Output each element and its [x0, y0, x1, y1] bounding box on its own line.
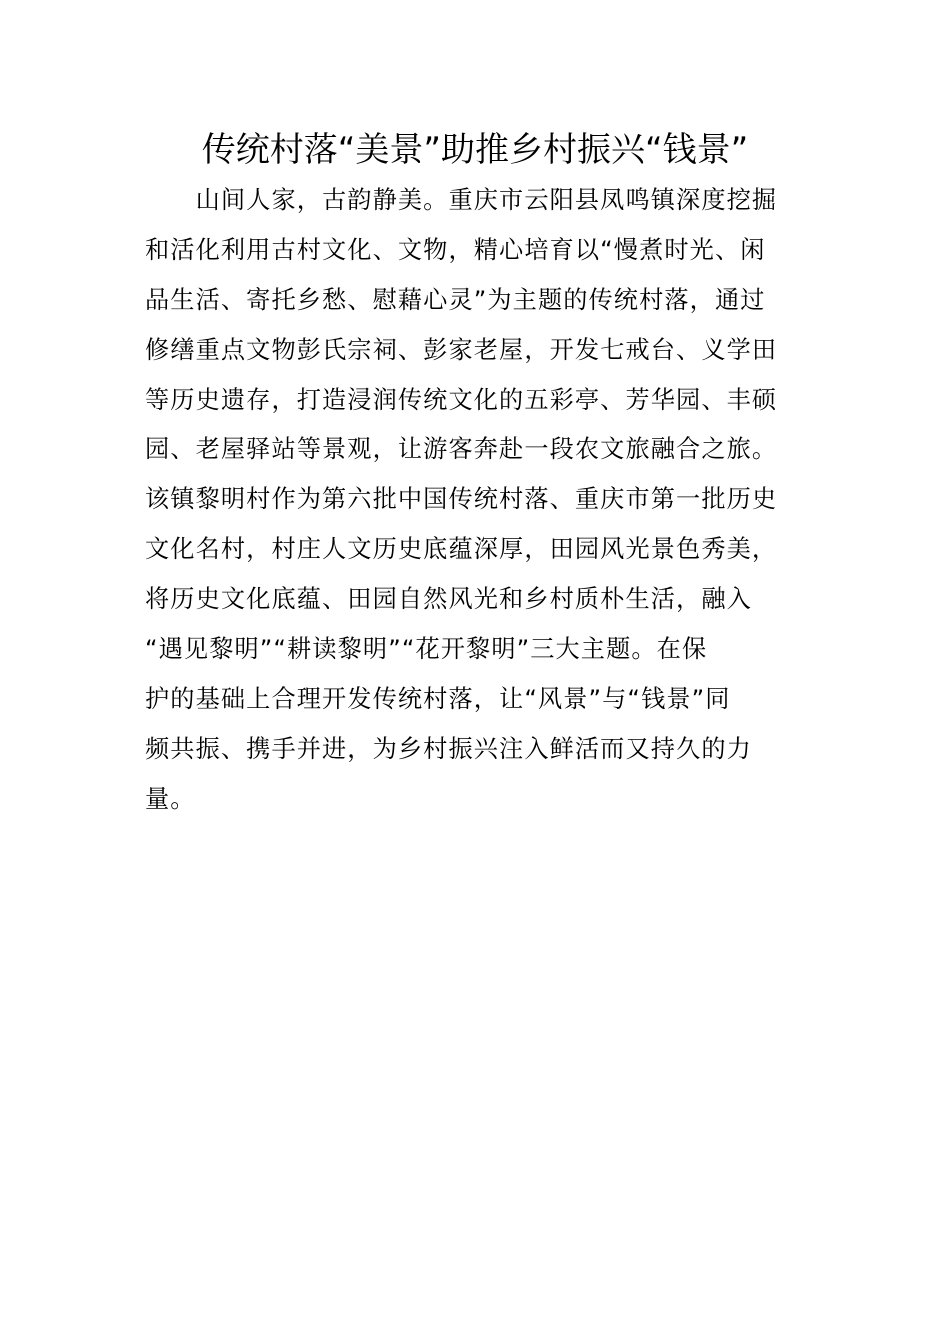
- body-line: 量。: [145, 784, 196, 813]
- body-line: 园、老屋驿站等景观，让游客奔赴一段农文旅融合之旅。: [145, 435, 778, 464]
- body-line: 修缮重点文物彭氏宗祠、彭家老屋，开发七戒台、义学田: [145, 335, 778, 364]
- body-line: 和活化利用古村文化、文物，精心培育以“慢煮时光、闲: [145, 235, 766, 264]
- body-line: 护的基础上合理开发传统村落，让“风景”与“钱景”同: [145, 684, 731, 713]
- body-line: 该镇黎明村作为第六批中国传统村落、重庆市第一批历史: [145, 485, 778, 514]
- body-line: 等历史遗存，打造浸润传统文化的五彩亭、芳华园、丰硕: [145, 385, 778, 414]
- body-line: 山间人家，古韵静美。重庆市云阳县凤鸣镇深度挖掘: [145, 186, 778, 214]
- body-line: 频共振、携手并进，为乡村振兴注入鲜活而又持久的力: [145, 734, 752, 763]
- body-line: 文化名村，村庄人文历史底蕴深厚，田园风光景色秀美，: [145, 535, 778, 564]
- body-line: “遇见黎明”“耕读黎明”“花开黎明”三大主题。在保: [145, 635, 708, 664]
- document-body: [145, 176, 811, 825]
- body-line: 品生活、寄托乡愁、慰藉心灵”为主题的传统村落，通过: [145, 285, 766, 314]
- document-title: 传统村落“美景”助推乡村振兴“钱景”: [201, 130, 749, 170]
- body-line: 将历史文化底蕴、田园自然风光和乡村质朴生活，融入: [145, 585, 752, 614]
